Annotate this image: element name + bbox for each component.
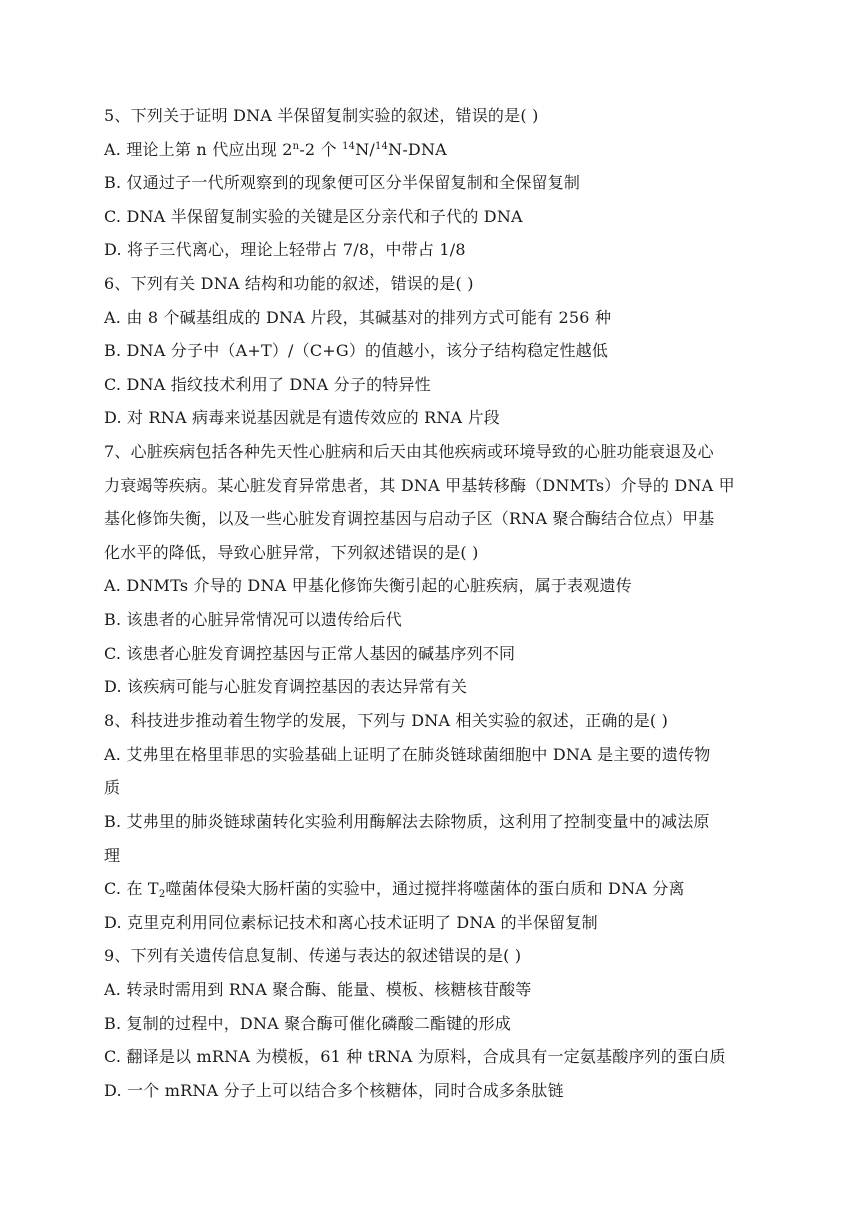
question-6-stem: 6、下列有关 DNA 结构和功能的叙述，错误的是( ) [104,274,474,293]
question-8-stem: 8、科技进步推动着生物学的发展，下列与 DNA 相关实验的叙述，正确的是( ) [104,711,669,730]
question-7-stem-line-1: 7、心脏疾病包括各种先天性心脏病和后天由其他疾病或环境导致的心脏功能衰退及心 [104,442,714,461]
question-8-option-c [104,879,764,899]
question-7-stem-line-2: 力衰竭等疾病。某心脏发育异常患者，其 DNA 甲基转移酶（DNMTs）介导的 DNA 甲 [104,476,735,495]
question-7-option-b: B. 该患者的心脏异常情况可以遗传给后代 [104,610,402,629]
question-9-option-d: D. 一个 mRNA 分子上可以结合多个核糖体，同时合成多条肽链 [104,1081,564,1100]
question-9-option-c: C. 翻译是以 mRNA 为模板，61 种 tRNA 为原料，合成具有一定氨基酸序列的蛋白质 [104,1047,726,1066]
question-6-option-b: B. DNA 分子中（A+T）/（C+G）的值越小，该分子结构稳定性越低 [104,341,609,360]
superscript-14b: 14 [375,141,389,152]
question-6-option-d: D. 对 RNA 病毒来说基因就是有遗传效应的 RNA 片段 [104,408,500,427]
question-6-option-c: C. DNA 指纹技术利用了 DNA 分子的特异性 [104,375,431,394]
question-9-option-b: B. 复制的过程中，DNA 聚合酶可催化磷酸二酯键的形成 [104,1014,511,1033]
superscript-n: n [292,141,300,152]
question-8-option-b: B. 艾弗里的肺炎链球菌转化实验利用酶解法去除物质，这利用了控制变量中的减法原 [104,812,710,831]
question-8-option-a: A. 艾弗里在格里菲思的实验基础上证明了在肺炎链球菌细胞中 DNA 是主要的遗传物 [104,745,711,764]
question-7-option-a: A. DNMTs 介导的 DNA 甲基化修饰失衡引起的心脏疾病，属于表观遗传 [104,576,632,595]
question-5-option-b: B. 仅通过子一代所观察到的现象便可区分半保留复制和全保留复制 [104,173,581,192]
option-a-text-4: N-DNA [388,140,447,159]
question-8-option-a-continued: 质 [104,778,121,797]
question-9-option-a: A. 转录时需用到 RNA 聚合酶、能量、模板、核糖核苷酸等 [104,980,532,999]
option-c-text-2: 噬菌体侵染大肠杆菌的实验中，通过搅拌将噬菌体的蛋白质和 DNA 分离 [165,879,685,898]
superscript-14a: 14 [342,141,356,152]
question-5-stem: 5、下列关于证明 DNA 半保留复制实验的叙述，错误的是( ) [104,106,539,125]
question-5-option-a [104,140,764,160]
option-a-text-1: A. 理论上第 n 代应出现 2 [104,140,293,159]
option-a-text-2: -2 个 [299,140,343,159]
question-5-option-c: C. DNA 半保留复制实验的关键是区分亲代和子代的 DNA [104,207,523,226]
question-7-stem-line-3: 基化修饰失衡，以及一些心脏发育调控基因与启动子区（RNA 聚合酶结合位点）甲基 [104,509,715,528]
question-9-stem: 9、下列有关遗传信息复制、传递与表达的叙述错误的是( ) [104,946,522,965]
option-a-text-3: N/ [355,140,375,159]
question-5-option-d: D. 将子三代离心，理论上轻带占 7/8，中带占 1/8 [104,240,466,259]
question-7-option-c: C. 该患者心脏发育调控基因与正常人基因的碱基序列不同 [104,644,516,663]
question-7-stem-line-4: 化水平的降低，导致心脏异常，下列叙述错误的是( ) [104,543,479,562]
question-8-option-b-continued: 理 [104,846,121,865]
subscript-2: 2 [158,889,166,900]
question-6-option-a: A. 由 8 个碱基组成的 DNA 片段，其碱基对的排列方式可能有 256 种 [104,308,612,327]
option-c-text-1: C. 在 T [104,879,159,898]
question-8-option-d: D. 克里克利用同位素标记技术和离心技术证明了 DNA 的半保留复制 [104,913,598,932]
question-7-option-d: D. 该疾病可能与心脏发育调控基因的表达异常有关 [104,677,468,696]
